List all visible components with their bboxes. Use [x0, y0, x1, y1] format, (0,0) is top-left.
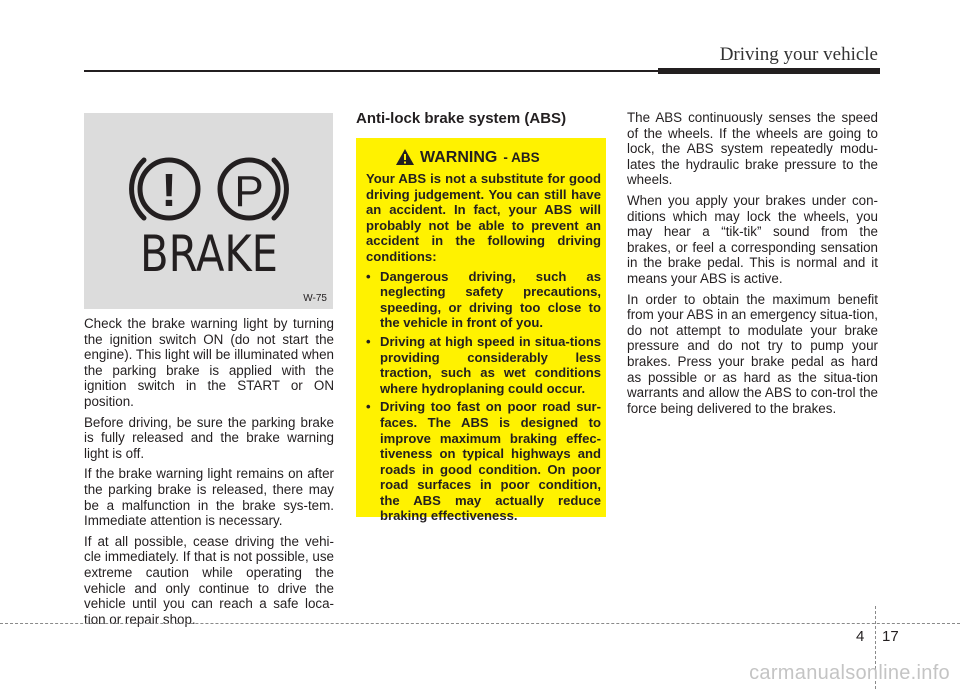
- warning-item-text: Driving at high speed in situa-tions providing considerably less traction, such as wet conditions where hydroplaning could occur.: [380, 333, 601, 396]
- warning-list-item: [366, 269, 601, 331]
- exclamation-glyph: !: [161, 164, 177, 216]
- right-paragraph: When you apply your brakes under con-ditions which may lock the wheels, you may hear a “tik-tik” sound from the brakes, or feel a corresponding sensation in the brake pedal. This is normal and it means your ABS is active.: [627, 192, 878, 286]
- section-heading-abs: Anti-lock brake system (ABS): [356, 110, 567, 127]
- figure-code: W-75: [303, 293, 327, 304]
- header-rule-accent: [658, 68, 880, 74]
- warning-list: [366, 269, 601, 525]
- warning-item-text: Driving too fast on poor road sur-faces. The ABS is designed to improve maximum braking effec-tiveness on typical highways and roads in good condition. On poor road surfaces in poor condition, the ABS may actually reduce braking effectiveness.: [380, 399, 601, 524]
- left-paragraph: If at all possible, cease driving the vehi-cle immediately. If that is not possible, use extreme caution while operating the vehicle and only continue to drive the vehicle until you can reach a safe loca-tion or repair shop.: [84, 533, 334, 627]
- chapter-number: 4: [856, 628, 865, 645]
- brake-emblem-text: BRAKE: [140, 225, 278, 283]
- warning-intro: Your ABS is not a substitute for good driving judgement. You can still have an accident. In fact, your ABS will probably not be able to prevent an accident in the following driving conditions:: [366, 171, 601, 264]
- page-number: 17: [882, 628, 899, 645]
- brake-warning-light-icon: [84, 113, 333, 309]
- bullet: •: [366, 333, 371, 349]
- parking-glyph: P: [234, 167, 264, 216]
- footer-rule: [0, 623, 960, 624]
- right-column: [627, 110, 878, 421]
- warning-list-item: [366, 399, 601, 524]
- brake-warning-figure: [84, 113, 333, 309]
- left-paragraph: Before driving, be sure the parking brake is fully released and the brake warning light is off.: [84, 414, 334, 461]
- page-header-title: Driving your vehicle: [719, 44, 878, 65]
- left-paragraph: If the brake warning light remains on after the parking brake is released, there may be a malfunction in the brake sys-tem. Immediate attention is necessary.: [84, 466, 334, 529]
- right-paragraph: In order to obtain the maximum benefit from your ABS in an emergency situa-tion, do not attempt to modulate your brake pressure and do not try to pump your brakes. Press your brake pedal as hard as possible or as hard as the situa-tion warrants and allow the ABS to con-trol the force being delivered to the brakes.: [627, 291, 878, 416]
- watermark: carmanualsonline.info: [749, 662, 950, 684]
- warning-header: [366, 148, 601, 168]
- warning-box: [356, 138, 606, 524]
- right-paragraph: The ABS continuously senses the speed of the wheels. If the wheels are going to lock, the ABS system repeatedly modu-lates the hydraulic brake pressure to the wheels.: [627, 110, 878, 188]
- warning-item-text: Dangerous driving, such as neglecting safety precautions, speeding, or driving too close to the vehicle in front of you.: [380, 268, 601, 331]
- left-paragraph: Check the brake warning light by turning the ignition switch ON (do not start the engine). This light will be illuminated when the parking brake is applied with the ignition switch in the START or ON position.: [84, 316, 334, 409]
- warning-triangle-icon: [395, 148, 415, 166]
- warning-list-item: [366, 334, 601, 396]
- warning-word: WARNING: [420, 149, 498, 167]
- bullet: •: [366, 399, 371, 415]
- left-column: [84, 316, 334, 632]
- bullet: •: [366, 268, 371, 284]
- warning-subject: - ABS: [503, 150, 540, 166]
